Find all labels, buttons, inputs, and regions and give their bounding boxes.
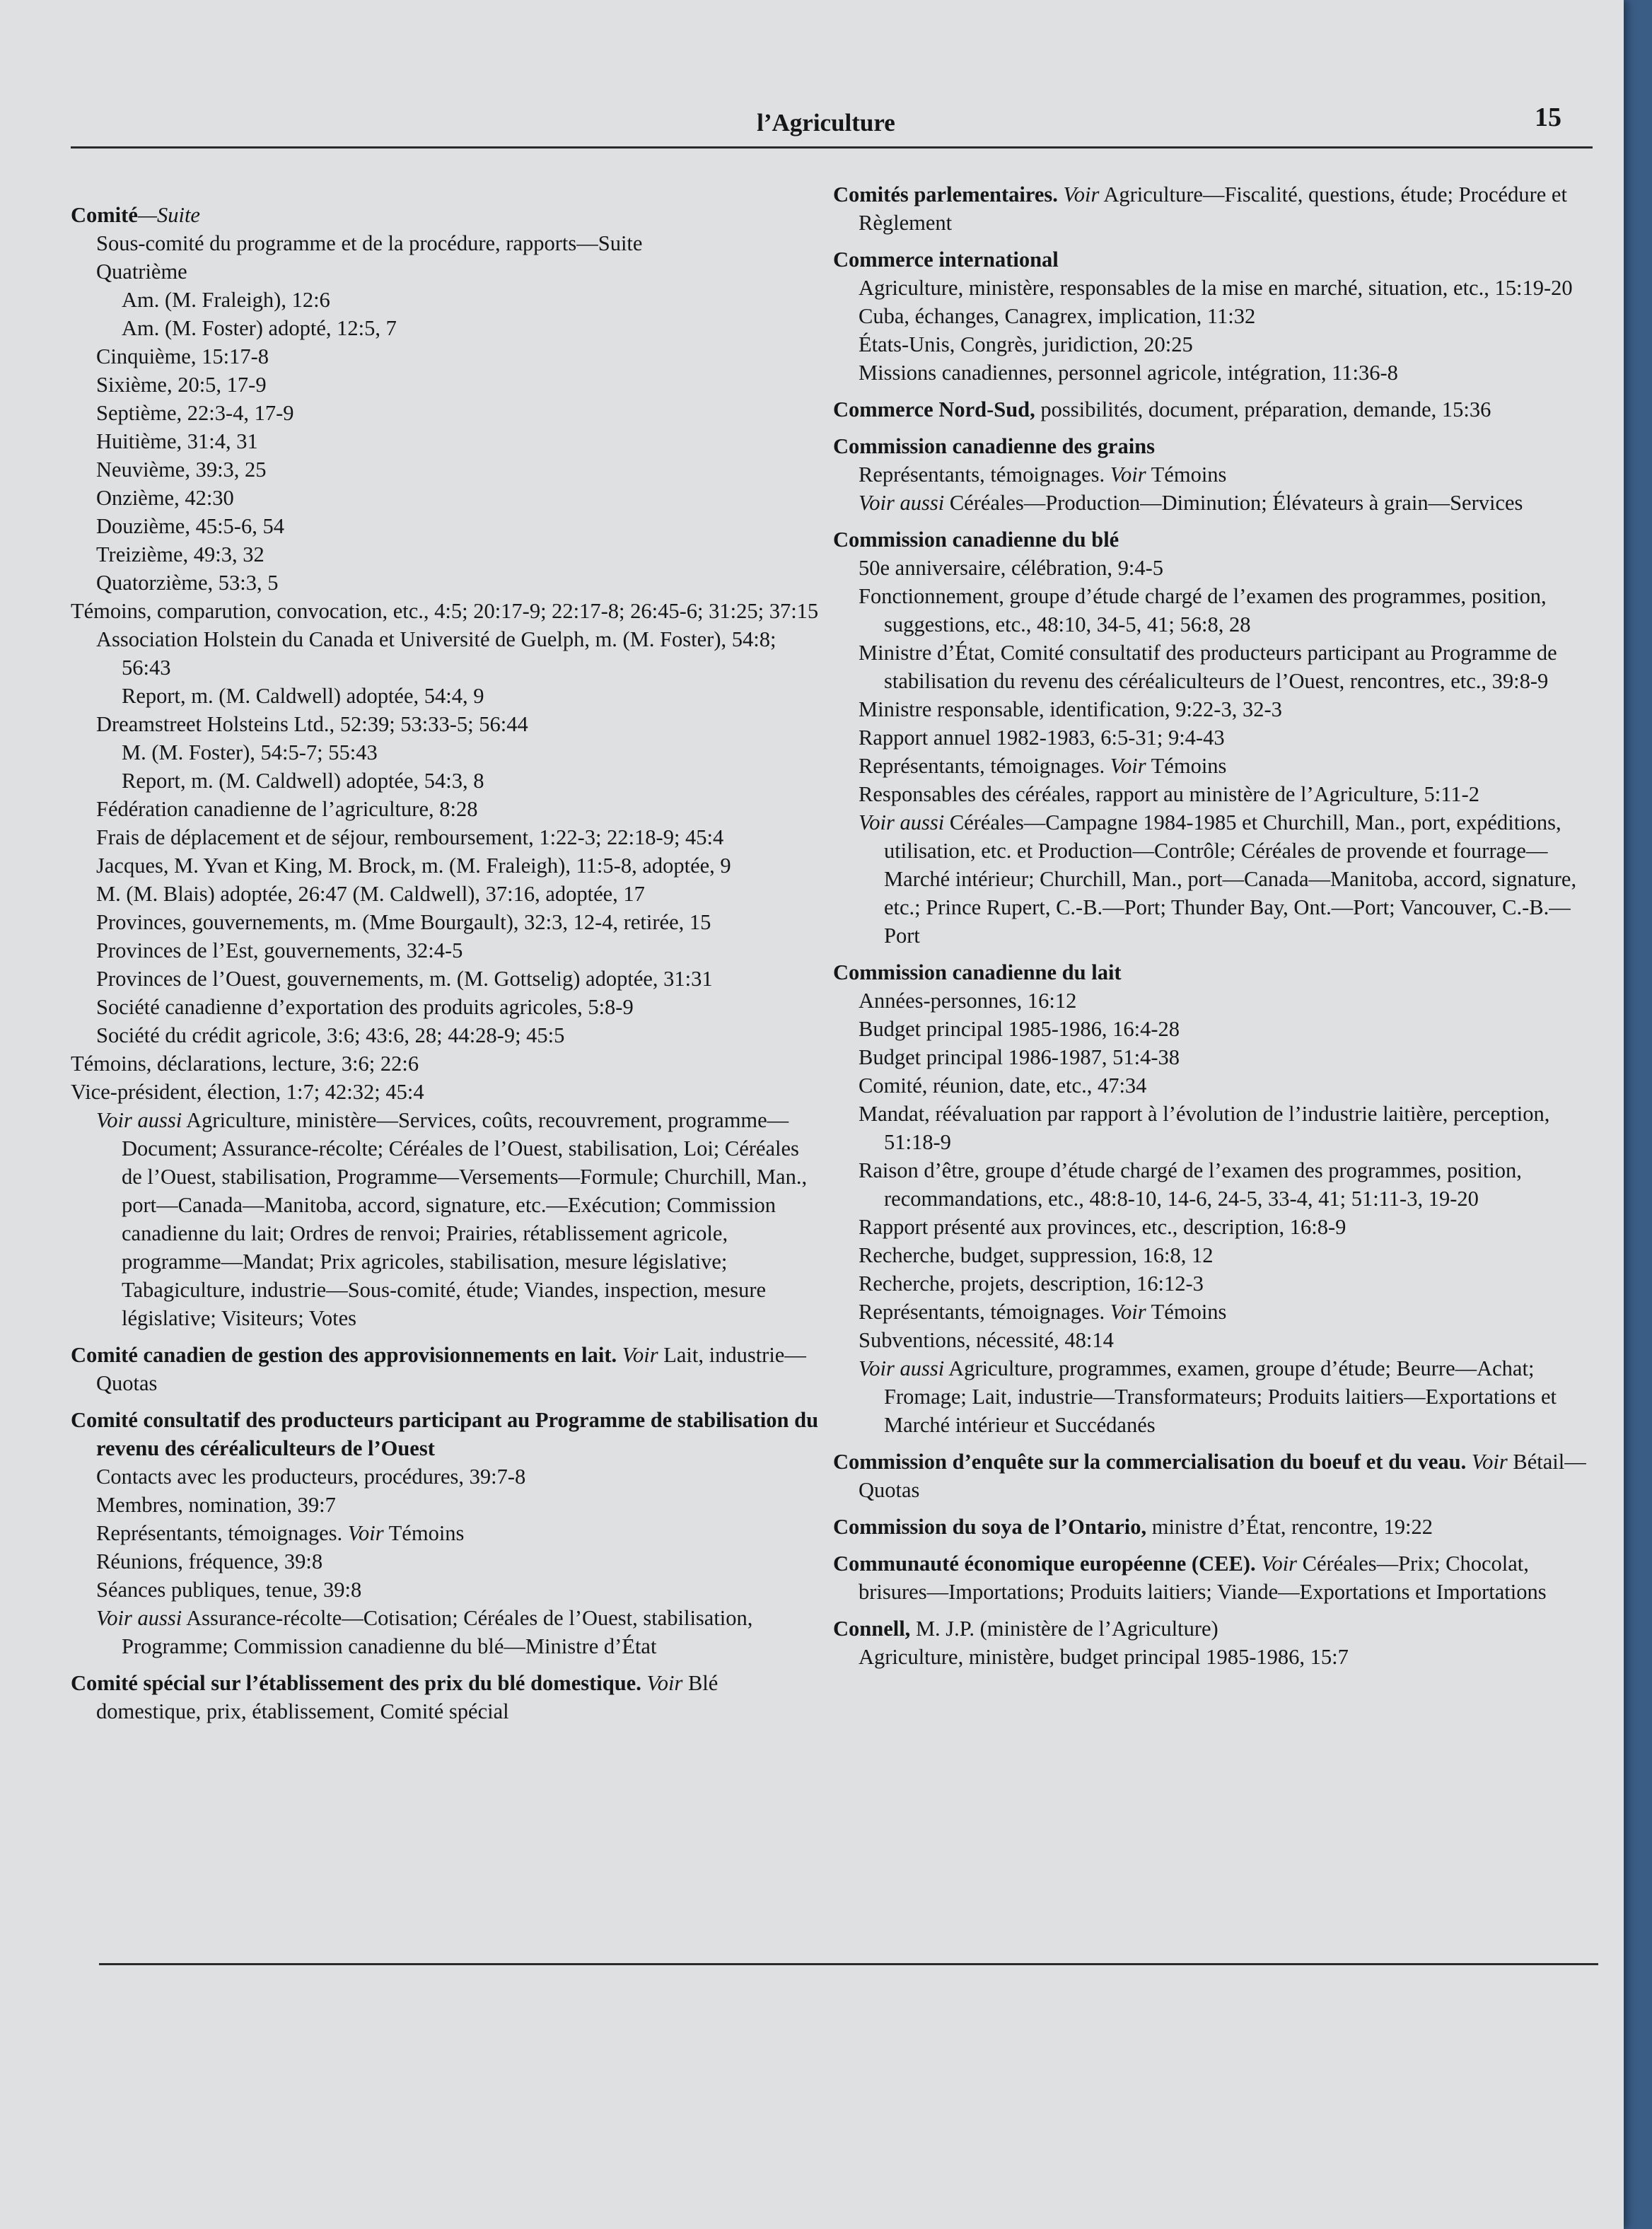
subentry: Am. (M. Foster) adopté, 12:5, 7 xyxy=(122,316,397,340)
entry-heading: Commission d’enquête sur la commercialisation du boeuf et du veau. Voir Bétail—Quotas xyxy=(833,1450,1586,1502)
entry-comite-special xyxy=(71,1669,820,1725)
subentry: Sous-comité du programme et de la procédure, rapports—Suite xyxy=(96,231,643,255)
subentry: Témoins, comparution, convocation, etc., 4:5; 20:17-9; 22:17-8; 26:45-6; 31:25; 37:15 xyxy=(71,599,819,623)
subentry: Recherche, projets, description, 16:12-3 xyxy=(859,1271,1204,1296)
subentry: Am. (M. Fraleigh), 12:6 xyxy=(122,288,330,312)
subentry: Budget principal 1986-1987, 51:4-38 xyxy=(859,1045,1180,1069)
entry-heading: Comité spécial sur l’établissement des prix du blé domestique. Voir Blé domestique, prix, établissement, Comité spécial xyxy=(71,1671,719,1723)
subentry: Ministre d’État, Comité consultatif des producteurs participant au Programme de stabilisation du revenu des céréaliculteurs de l’Ouest, rencontres, etc., 39:8-9 xyxy=(859,641,1557,693)
entry-comite xyxy=(71,201,820,1332)
subentry: Représentants, témoignages. Voir Témoins xyxy=(96,1521,465,1545)
entry-heading: Commission du soya de l’Ontario, ministre d’État, rencontre, 19:22 xyxy=(833,1515,1433,1539)
entry-commission-enquete xyxy=(833,1448,1597,1504)
entry-heading: Commerce international xyxy=(833,248,1059,272)
entry-commerce-nord-sud xyxy=(833,395,1597,424)
subentry: Représentants, témoignages. Voir Témoins xyxy=(859,462,1227,487)
subentry: Recherche, budget, suppression, 16:8, 12 xyxy=(859,1243,1214,1267)
subentry: 50e anniversaire, célébration, 9:4-5 xyxy=(859,556,1164,580)
index-column-left xyxy=(71,201,820,1734)
entry-commerce-international xyxy=(833,245,1597,387)
subentry: Réunions, fréquence, 39:8 xyxy=(96,1549,323,1573)
subentry: Mandat, réévaluation par rapport à l’évolution de l’industrie laitière, perception, 51:18-9 xyxy=(859,1102,1550,1154)
subentry: Provinces de l’Est, gouvernements, 32:4-5 xyxy=(96,938,463,962)
entry-heading: Comité consultatif des producteurs participant au Programme de stabilisation du revenu des céréaliculteurs de l’Ouest xyxy=(71,1408,819,1460)
subentry: Quatrième xyxy=(96,260,187,284)
subentry: Vice-président, élection, 1:7; 42:32; 45:4 xyxy=(71,1080,424,1104)
subentry: Treizième, 49:3, 32 xyxy=(96,542,264,566)
entry-heading: Commerce Nord-Sud, possibilités, document, préparation, demande, 15:36 xyxy=(833,397,1491,421)
subentry: Budget principal 1985-1986, 16:4-28 xyxy=(859,1017,1180,1041)
index-column-right xyxy=(833,180,1597,1680)
subentry: M. (M. Foster), 54:5-7; 55:43 xyxy=(122,740,378,764)
footer-rule xyxy=(99,1963,1598,1965)
subentry: Témoins, déclarations, lecture, 3:6; 22:6 xyxy=(71,1052,419,1076)
subentry: Huitième, 31:4, 31 xyxy=(96,429,258,453)
entry-heading: Comités parlementaires. Voir Agriculture—Fiscalité, questions, étude; Procédure et Règlement xyxy=(833,182,1567,235)
entry-communaute-economique xyxy=(833,1549,1597,1606)
page-number: 15 xyxy=(1535,103,1561,132)
subentry: Société du crédit agricole, 3:6; 43:6, 28; 44:28-9; 45:5 xyxy=(96,1023,565,1047)
entry-comite-canadien-gestion xyxy=(71,1341,820,1397)
entry-heading: Connell, M. J.P. (ministère de l’Agriculture) xyxy=(833,1617,1218,1641)
entry-commission-ble xyxy=(833,525,1597,950)
entry-heading: Commission canadienne du lait xyxy=(833,960,1122,984)
subentry: Dreamstreet Holsteins Ltd., 52:39; 53:33-5; 56:44 xyxy=(96,712,528,736)
subentry: Report, m. (M. Caldwell) adoptée, 54:4, 9 xyxy=(122,684,484,708)
subentry: Provinces, gouvernements, m. (Mme Bourgault), 32:3, 12-4, retirée, 15 xyxy=(96,910,711,934)
subentry: Association Holstein du Canada et Université de Guelph, m. (M. Foster), 54:8; 56:43 xyxy=(96,627,776,680)
subentry: Neuvième, 39:3, 25 xyxy=(96,458,267,482)
voir-aussi-reference: Voir aussi Céréales—Campagne 1984-1985 et Churchill, Man., port, expéditions, utilisation, etc. et Production—Contrôle; Céréales de provende et fourrage—Marché intérieur; Churchill, Man., port—Canada—Manitoba, accord, signature, etc.; Prince Rupert, C.-B.—Port; Thunder Bay, Ont.—Port; Vancouver, C.-B.—Port xyxy=(859,810,1577,948)
voir-aussi-reference: Voir aussi Assurance-récolte—Cotisation; Céréales de l’Ouest, stabilisation, Programme; Commission canadienne du blé—Ministre d’État xyxy=(96,1606,753,1658)
subentry: Missions canadiennes, personnel agricole, intégration, 11:36-8 xyxy=(859,361,1398,385)
subentry: Agriculture, ministère, budget principal 1985-1986, 15:7 xyxy=(859,1645,1349,1669)
subentry: Provinces de l’Ouest, gouvernements, m. (M. Gottselig) adoptée, 31:31 xyxy=(96,967,713,991)
header-rule xyxy=(71,146,1593,149)
subentry: Ministre responsable, identification, 9:22-3, 32-3 xyxy=(859,697,1282,721)
subentry-list xyxy=(71,229,820,1106)
subentry: Jacques, M. Yvan et King, M. Brock, m. (M. Fraleigh), 11:5-8, adoptée, 9 xyxy=(96,854,731,878)
entry-heading: Comité canadien de gestion des approvisionnements en lait. Voir Lait, industrie—Quotas xyxy=(71,1343,806,1395)
subentry: Raison d’être, groupe d’étude chargé de l’examen des programmes, position, recommandations, etc., 48:8-10, 14-6, 24-5, 33-4, 41; 51:11-3, 19-20 xyxy=(859,1158,1522,1211)
subentry: Contacts avec les producteurs, procédures, 39:7-8 xyxy=(96,1465,526,1489)
entry-heading: Communauté économique européenne (CEE). Voir Céréales—Prix; Chocolat, brisures—Importations; Produits laitiers; Viande—Exportations et Importations xyxy=(833,1552,1547,1604)
entry-heading: Commission canadienne des grains xyxy=(833,434,1156,458)
entry-commission-lait xyxy=(833,958,1597,1439)
subentry: Rapport présenté aux provinces, etc., description, 16:8-9 xyxy=(859,1215,1346,1239)
entry-comite-consultatif xyxy=(71,1406,820,1660)
subentry: Quatorzième, 53:3, 5 xyxy=(96,571,279,595)
subentry: Agriculture, ministère, responsables de la mise en marché, situation, etc., 15:19-20 xyxy=(859,276,1573,300)
subentry: Subventions, nécessité, 48:14 xyxy=(859,1328,1114,1352)
subentry: Cuba, échanges, Canagrex, implication, 11:32 xyxy=(859,304,1256,328)
subentry: États-Unis, Congrès, juridiction, 20:25 xyxy=(859,332,1193,356)
subentry: Cinquième, 15:17-8 xyxy=(96,344,269,368)
subentry: Douzième, 45:5-6, 54 xyxy=(96,514,284,538)
subentry: Fédération canadienne de l’agriculture, 8:28 xyxy=(96,797,478,821)
entry-heading: Comité—Suite xyxy=(71,203,200,227)
subentry: Frais de déplacement et de séjour, remboursement, 1:22-3; 22:18-9; 45:4 xyxy=(96,825,724,849)
subentry: Report, m. (M. Caldwell) adoptée, 54:3, 8 xyxy=(122,769,484,793)
entry-commission-grains xyxy=(833,432,1597,517)
entry-connell xyxy=(833,1614,1597,1671)
subentry: Rapport annuel 1982-1983, 6:5-31; 9:4-43 xyxy=(859,726,1225,750)
subentry: Septième, 22:3-4, 17-9 xyxy=(96,401,294,425)
subentry: Années-personnes, 16:12 xyxy=(859,989,1077,1013)
voir-aussi-reference: Voir aussi Céréales—Production—Diminution; Élévateurs à grain—Services xyxy=(859,491,1523,515)
subentry: M. (M. Blais) adoptée, 26:47 (M. Caldwell), 37:16, adoptée, 17 xyxy=(96,882,645,906)
subentry: Comité, réunion, date, etc., 47:34 xyxy=(859,1073,1147,1098)
subentry: Représentants, témoignages. Voir Témoins xyxy=(859,754,1227,778)
subentry: Séances publiques, tenue, 39:8 xyxy=(96,1578,362,1602)
subentry: Société canadienne d’exportation des produits agricoles, 5:8-9 xyxy=(96,995,634,1019)
entry-commission-soya xyxy=(833,1513,1597,1541)
voir-aussi-reference: Voir aussi Agriculture, programmes, examen, groupe d’étude; Beurre—Achat; Fromage; Lait, industrie—Transformateurs; Produits laitiers—Exportations et Marché intérieur et Succédanés xyxy=(859,1356,1557,1437)
running-header-title: l’Agriculture xyxy=(757,109,895,136)
subentry: Fonctionnement, groupe d’étude chargé de l’examen des programmes, position, suggestions, etc., 48:10, 34-5, 41; 56:8, 28 xyxy=(859,584,1547,636)
entry-comites-parlementaires xyxy=(833,180,1597,237)
subentry: Responsables des céréales, rapport au ministère de l’Agriculture, 5:11-2 xyxy=(859,782,1479,806)
subentry: Membres, nomination, 39:7 xyxy=(96,1493,336,1517)
subentry: Représentants, témoignages. Voir Témoins xyxy=(859,1300,1227,1324)
entry-heading: Commission canadienne du blé xyxy=(833,528,1119,552)
subentry: Onzième, 42:30 xyxy=(96,486,234,510)
voir-aussi-reference: Voir aussi Agriculture, ministère—Services, coûts, recouvrement, programme—Document; Assurance-récolte; Céréales de l’Ouest, stabilisation, Loi; Céréales de l’Ouest, stabilisation, Programme—Versements—Formule; Churchill, Man., port—Canada—Manitoba, accord, signature, etc.—Exécution; Commission canadienne du lait; Ordres de renvoi; Prairies, rétablissement agricole, programme—Mandat; Prix agricoles, stabilisation, mesure législative; Tabagiculture, industrie—Sous-comité, étude; Viandes, inspection, mesure législative; Visiteurs; Votes xyxy=(96,1108,808,1330)
subentry: Sixième, 20:5, 17-9 xyxy=(96,373,267,397)
